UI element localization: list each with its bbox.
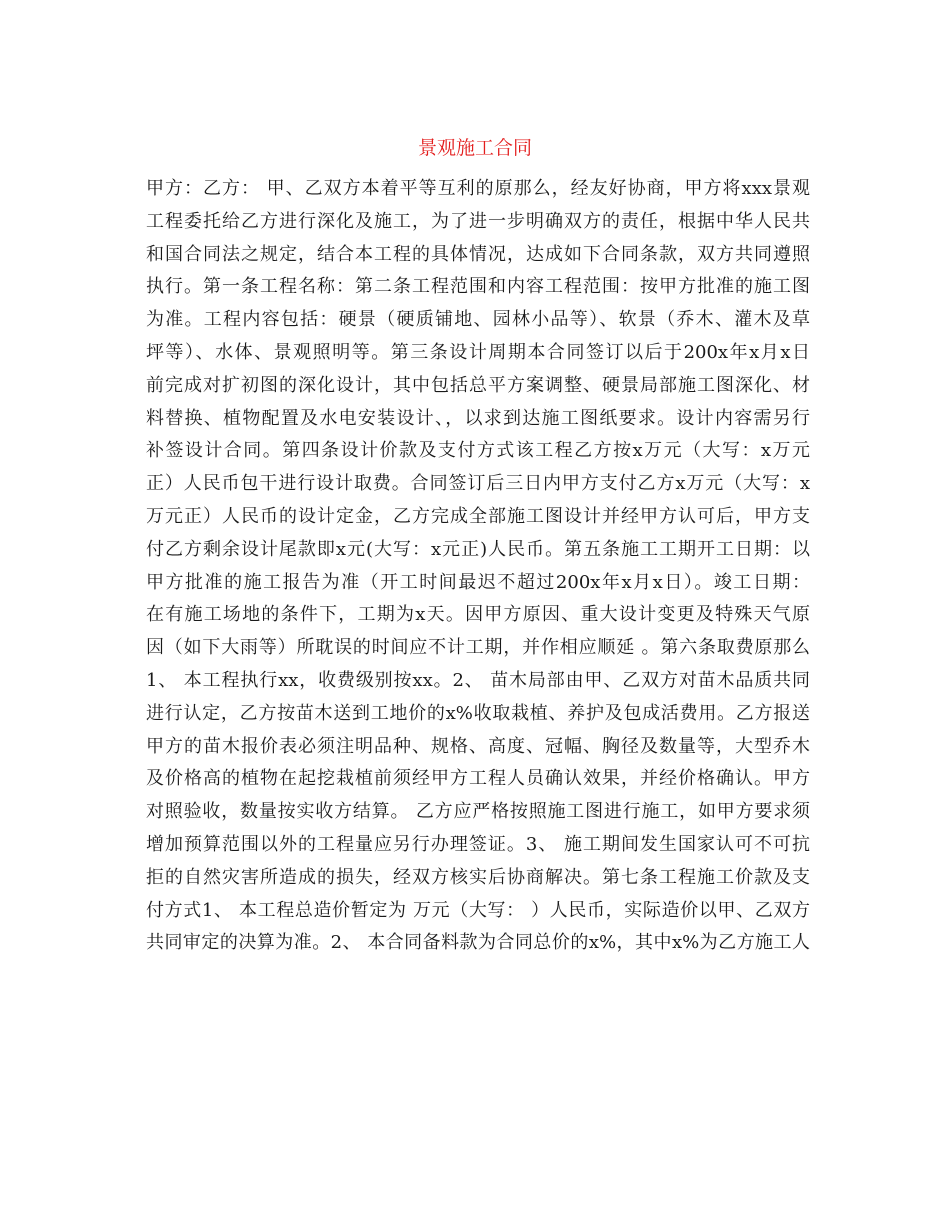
body-line: 补签设计合同。第四条设计价款及支付方式该工程乙方按x万元（大写：x万元 bbox=[146, 440, 810, 462]
body-line: 甲方的苗木报价表必须注明品种、规格、高度、冠幅、胸径及数量等，大型乔木 bbox=[146, 735, 810, 757]
body-line: 因（如下大雨等）所耽误的时间应不计工期，并作相应顺延 。第六条取费原那么 bbox=[146, 637, 810, 659]
body-line: 甲方批准的施工报告为准（开工时间最迟不超过200x年x月x日）。竣工日期： bbox=[146, 571, 810, 593]
body-line: 为准。工程内容包括：硬景（硬质铺地、园林小品等）、软景（乔木、灌木及草 bbox=[146, 309, 810, 331]
body-line: 执行。第一条工程名称：第二条工程范围和内容工程范围：按甲方批准的施工图 bbox=[146, 276, 810, 298]
body-line: 在有施工场地的条件下，工期为x天。因甲方原因、重大设计变更及特殊天气原 bbox=[146, 604, 810, 626]
body-line: 甲方：乙方： 甲、乙双方本着平等互利的原那么，经友好协商，甲方将xxx景观 bbox=[146, 178, 810, 199]
body-line: 共同审定的决算为准。2、 本合同备料款为合同总价的x%，其中x%为乙方施工人 bbox=[146, 932, 810, 954]
body-line: 工程委托给乙方进行深化及施工，为了进一步明确双方的责任，根据中华人民共 bbox=[146, 210, 810, 232]
body-line: 1、 本工程执行xx，收费级别按xx。2、 苗木局部由甲、乙双方对苗木品质共同 bbox=[146, 669, 810, 691]
body-line: 料替换、植物配置及水电安装设计、，以求到达施工图纸要求。设计内容需另行 bbox=[146, 407, 810, 429]
body-line: 拒的自然灾害所造成的损失，经双方核实后协商解决。第七条工程施工价款及支 bbox=[146, 866, 810, 888]
body-line: 和国合同法之规定，结合本工程的具体情况，达成如下合同条款，双方共同遵照 bbox=[146, 243, 810, 265]
body-line: 万元正）人民币的设计定金，乙方完成全部施工图设计并经甲方认可后，甲方支 bbox=[146, 505, 810, 527]
body-line: 对照验收，数量按实收方结算。 乙方应严格按照施工图进行施工，如甲方要求须 bbox=[146, 801, 810, 823]
body-line: 前完成对扩初图的深化设计，其中包括总平方案调整、硬景局部施工图深化、材 bbox=[146, 374, 810, 396]
body-line: 付乙方剩余设计尾款即x元(大写：x元正)人民币。第五条施工工期开工日期：以 bbox=[146, 538, 810, 560]
body-line: 增加预算范围以外的工程量应另行办理签证。3、 施工期间发生国家认可不可抗 bbox=[146, 833, 810, 855]
body-line: 正）人民币包干进行设计取费。合同签订后三日内甲方支付乙方x万元（大写：x bbox=[146, 473, 810, 495]
document-body bbox=[146, 173, 810, 960]
document-title: 景观施工合同 bbox=[417, 137, 532, 159]
body-line: 坪等）、水体、景观照明等。第三条设计周期本合同签订以后于200x年x月x日 bbox=[146, 341, 810, 363]
body-line: 及价格高的植物在起挖栽植前须经甲方工程人员确认效果，并经价格确认。甲方 bbox=[146, 768, 810, 790]
body-line: 付方式1、 本工程总造价暂定为 万元（大写： ）人民币，实际造价以甲、乙双方 bbox=[146, 899, 810, 921]
body-line: 进行认定，乙方按苗木送到工地价的x%收取栽植、养护及包成活费用。乙方报送 bbox=[146, 702, 810, 724]
